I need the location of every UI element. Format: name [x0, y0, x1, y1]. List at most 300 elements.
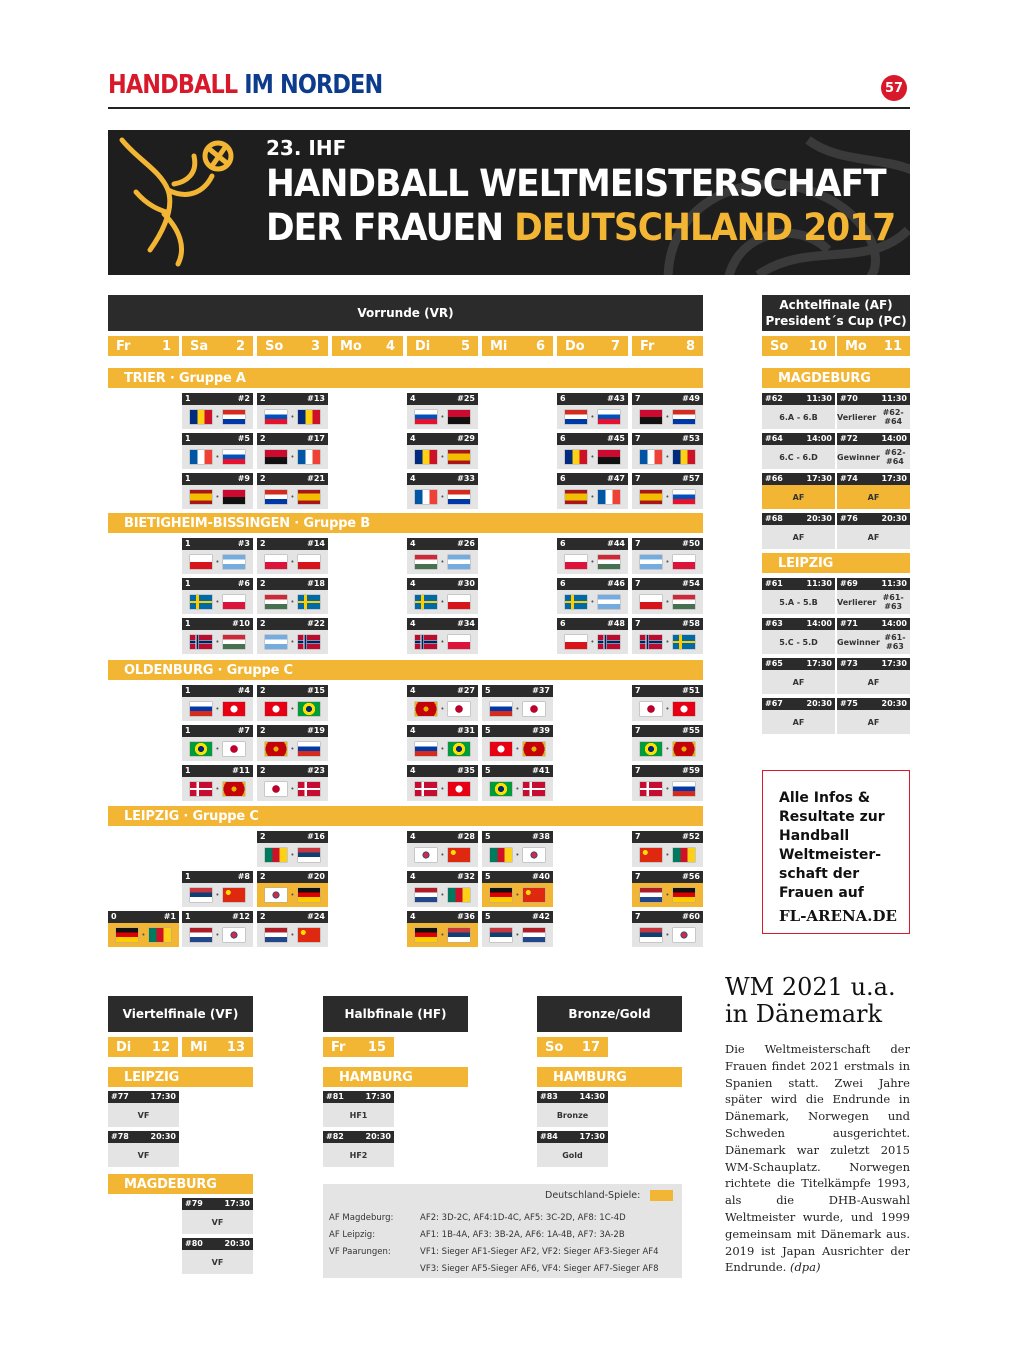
flag-icon — [673, 450, 695, 464]
match-number: 2 — [260, 474, 266, 483]
vf-day-1 — [182, 1037, 253, 1057]
flag-icon — [415, 702, 437, 716]
match-flags — [557, 550, 628, 574]
day-name: Sa — [190, 338, 209, 354]
match-cell — [837, 618, 910, 654]
match-number: 2 — [260, 686, 266, 695]
match-cell — [632, 578, 703, 614]
match-text: Gold — [562, 1150, 583, 1160]
match-flags — [632, 737, 703, 761]
match-number: #75 — [840, 699, 858, 708]
flag-icon — [298, 848, 320, 862]
match-cell — [407, 911, 478, 947]
day-number: 13 — [226, 1039, 245, 1055]
match-header — [837, 618, 910, 630]
flag-icon — [415, 450, 437, 464]
separator: • — [515, 850, 520, 859]
flag-icon — [190, 888, 212, 902]
separator: • — [290, 784, 295, 793]
match-flags — [407, 777, 478, 801]
match-header — [257, 871, 328, 883]
match-flags — [257, 590, 328, 614]
match-body — [762, 525, 835, 549]
separator: • — [215, 744, 220, 753]
match-time: #51 — [682, 686, 700, 695]
flag-icon — [265, 555, 287, 569]
match-header — [407, 393, 478, 405]
match-time: #1 — [163, 912, 176, 921]
separator: • — [290, 704, 295, 713]
flag-icon — [640, 742, 662, 756]
match-cell — [407, 685, 478, 721]
flag-icon — [565, 410, 587, 424]
match-time: #36 — [457, 912, 475, 921]
match-body — [108, 1103, 179, 1127]
flag-icon — [223, 555, 245, 569]
separator: • — [440, 492, 445, 501]
match-time: #33 — [457, 474, 475, 483]
match-flags — [257, 485, 328, 509]
match-cell — [557, 393, 628, 429]
match-header — [182, 871, 253, 883]
flag-icon — [415, 410, 437, 424]
match-cell — [182, 685, 253, 721]
flag-icon — [490, 888, 512, 902]
match-header — [762, 473, 835, 485]
flag-icon — [640, 450, 662, 464]
match-flags — [182, 485, 253, 509]
match-flags — [407, 405, 478, 429]
separator: • — [590, 637, 595, 646]
flag-icon — [298, 410, 320, 424]
af-day-0 — [762, 336, 835, 356]
match-cell — [837, 658, 910, 694]
match-flags — [257, 843, 328, 867]
match-text: 5.C - 5.D — [779, 637, 818, 647]
separator: • — [515, 784, 520, 793]
flag-icon — [640, 555, 662, 569]
match-text: AF — [792, 717, 805, 727]
separator: • — [665, 704, 670, 713]
match-cell — [257, 685, 328, 721]
match-time: 17:30 — [224, 1199, 250, 1208]
match-time: 17:30 — [150, 1092, 176, 1101]
match-flags — [557, 485, 628, 509]
match-time: #6 — [237, 579, 250, 588]
match-flags — [257, 405, 328, 429]
match-cell — [407, 473, 478, 509]
match-body — [762, 710, 835, 734]
match-number: #80 — [185, 1239, 203, 1248]
day-1 — [182, 336, 253, 356]
match-number: 5 — [485, 912, 491, 921]
match-time: #5 — [237, 434, 250, 443]
match-body — [837, 445, 910, 469]
separator: • — [665, 597, 670, 606]
match-time: #26 — [457, 539, 475, 548]
flag-icon — [448, 410, 470, 424]
section-title: HANDBALL IM NORDEN — [108, 70, 383, 100]
flag-icon — [673, 928, 695, 942]
flag-icon — [223, 410, 245, 424]
separator: • — [440, 744, 445, 753]
match-header — [323, 1131, 394, 1143]
flag-icon — [223, 888, 245, 902]
match-time: #30 — [457, 579, 475, 588]
match-number: 4 — [410, 766, 416, 775]
separator: • — [290, 850, 295, 859]
match-header — [482, 911, 553, 923]
match-text: HF1 — [349, 1110, 368, 1120]
flag-icon — [298, 742, 320, 756]
flag-icon — [190, 782, 212, 796]
match-cell — [257, 831, 328, 867]
flag-icon — [298, 450, 320, 464]
match-cell — [257, 473, 328, 509]
legend-box — [323, 1184, 682, 1278]
separator: • — [290, 557, 295, 566]
match-time: #48 — [607, 619, 625, 628]
flag-icon — [523, 848, 545, 862]
match-time: #35 — [457, 766, 475, 775]
match-header — [257, 578, 328, 590]
match-time: #27 — [457, 686, 475, 695]
match-cell — [762, 698, 835, 734]
flag-icon — [298, 635, 320, 649]
day-number: 10 — [808, 338, 827, 354]
match-time: #20 — [307, 872, 325, 881]
match-header — [407, 685, 478, 697]
flag-icon — [265, 782, 287, 796]
flag-icon — [190, 555, 212, 569]
separator: • — [440, 637, 445, 646]
banner-line2: HANDBALL WELTMEISTERSCHAFT — [266, 162, 886, 205]
match-header — [632, 618, 703, 630]
separator: • — [665, 412, 670, 421]
match-number: #72 — [840, 434, 858, 443]
flag-icon — [415, 928, 437, 942]
match-header — [837, 698, 910, 710]
match-number: #71 — [840, 619, 858, 628]
match-number: 2 — [260, 872, 266, 881]
match-cell — [632, 393, 703, 429]
match-time: #42 — [532, 912, 550, 921]
flag-icon — [415, 490, 437, 504]
match-cell — [182, 911, 253, 947]
flag-icon — [298, 555, 320, 569]
match-cell — [182, 578, 253, 614]
match-header — [632, 831, 703, 843]
match-text: AF — [867, 492, 880, 502]
match-header — [537, 1091, 608, 1103]
match-cell — [407, 618, 478, 654]
day-name: Mi — [490, 338, 508, 354]
match-header — [323, 1091, 394, 1103]
day-number: 6 — [535, 338, 545, 354]
separator: • — [440, 784, 445, 793]
separator: • — [590, 557, 595, 566]
match-time: 20:30 — [224, 1239, 250, 1248]
match-time: #21 — [307, 474, 325, 483]
day-number: 11 — [883, 338, 902, 354]
match-number: 1 — [185, 539, 191, 548]
separator: • — [290, 930, 295, 939]
match-header — [407, 765, 478, 777]
match-header — [482, 831, 553, 843]
match-cell — [182, 871, 253, 907]
match-cell — [108, 1131, 179, 1167]
match-time: 17:30 — [881, 474, 907, 483]
match-text-line: #62- #64 — [884, 448, 906, 466]
flag-icon — [116, 928, 138, 942]
flag-icon — [673, 555, 695, 569]
flag-icon — [598, 450, 620, 464]
flag-icon — [190, 702, 212, 716]
flag-icon — [265, 742, 287, 756]
match-header — [257, 393, 328, 405]
info-text: Alle Infos & Resultate zur Handball Weltmeister-schaft der Frauen auf — [779, 790, 885, 901]
match-text: 5.A - 5.B — [779, 597, 818, 607]
match-number: 1 — [185, 619, 191, 628]
match-flags — [182, 445, 253, 469]
separator: • — [590, 597, 595, 606]
match-cell — [407, 393, 478, 429]
legend-value: VF1: Sieger AF1-Sieger AF2, VF2: Sieger AF3-Sieger AF4 — [420, 1247, 659, 1257]
flag-icon — [640, 782, 662, 796]
match-body — [108, 1143, 179, 1167]
match-header — [257, 433, 328, 445]
match-body — [762, 445, 835, 469]
match-cell — [257, 871, 328, 907]
vf-venue-magdeburg: MAGDEBURG — [108, 1174, 253, 1194]
match-body — [762, 670, 835, 694]
match-cell — [632, 871, 703, 907]
match-header — [557, 578, 628, 590]
day-name: Fr — [640, 338, 655, 354]
match-number: 2 — [260, 912, 266, 921]
match-flags — [182, 777, 253, 801]
match-flags — [407, 445, 478, 469]
match-flags — [182, 630, 253, 654]
match-time: #12 — [232, 912, 250, 921]
match-header — [182, 765, 253, 777]
match-body — [762, 630, 835, 654]
match-header — [837, 578, 910, 590]
match-header — [182, 685, 253, 697]
match-text: VF — [137, 1110, 150, 1120]
separator: • — [440, 850, 445, 859]
match-time: 14:00 — [806, 434, 832, 443]
match-number: 7 — [635, 394, 641, 403]
match-flags — [182, 737, 253, 761]
match-flags — [632, 590, 703, 614]
match-header — [407, 618, 478, 630]
day-number: 17 — [581, 1039, 600, 1055]
separator: • — [590, 452, 595, 461]
match-number: 4 — [410, 394, 416, 403]
match-cell — [482, 911, 553, 947]
match-header — [632, 538, 703, 550]
match-body — [837, 485, 910, 509]
flag-icon — [565, 450, 587, 464]
match-header — [182, 725, 253, 737]
flag-icon — [523, 928, 545, 942]
match-text: HF2 — [349, 1150, 368, 1160]
match-text: AF — [867, 532, 880, 542]
match-number: 2 — [260, 434, 266, 443]
separator: • — [665, 637, 670, 646]
flag-icon — [298, 702, 320, 716]
match-number: #65 — [765, 659, 783, 668]
day-name: Fr — [116, 338, 131, 354]
match-time: #50 — [682, 539, 700, 548]
match-header — [257, 911, 328, 923]
match-cell — [557, 473, 628, 509]
match-flags — [632, 843, 703, 867]
flag-icon — [265, 928, 287, 942]
match-number: #81 — [326, 1092, 344, 1101]
match-text-line: Gewinner — [837, 452, 880, 462]
hf-header: Halbfinale (HF) — [323, 996, 468, 1032]
match-cell — [482, 725, 553, 761]
match-flags — [407, 883, 478, 907]
match-time: #9 — [237, 474, 250, 483]
legend-value: AF1: 1B-4A, AF3: 3B-2A, AF6: 1A-4B, AF7: 3A-2B — [420, 1230, 625, 1240]
match-number: 7 — [635, 619, 641, 628]
separator: • — [665, 744, 670, 753]
match-flags — [557, 630, 628, 654]
match-flags — [482, 777, 553, 801]
flag-icon — [640, 928, 662, 942]
match-number: 6 — [560, 579, 566, 588]
match-header — [407, 538, 478, 550]
flag-icon — [265, 490, 287, 504]
match-text: Bronze — [556, 1110, 589, 1120]
match-time: 11:30 — [881, 394, 907, 403]
separator: • — [215, 637, 220, 646]
separator: • — [515, 704, 520, 713]
match-flags — [257, 550, 328, 574]
match-cell — [482, 685, 553, 721]
match-time: 20:30 — [365, 1132, 391, 1141]
match-number: 5 — [485, 726, 491, 735]
day-number: 7 — [610, 338, 620, 354]
flag-icon — [448, 450, 470, 464]
match-number: 7 — [635, 832, 641, 841]
match-cell — [632, 433, 703, 469]
match-cell — [632, 911, 703, 947]
match-number: 7 — [635, 766, 641, 775]
match-cell — [407, 871, 478, 907]
match-time: #24 — [307, 912, 325, 921]
match-time: #46 — [607, 579, 625, 588]
match-header — [557, 618, 628, 630]
match-time: 17:30 — [365, 1092, 391, 1101]
match-header — [407, 473, 478, 485]
match-flags — [482, 737, 553, 761]
match-number: #63 — [765, 619, 783, 628]
flag-icon — [490, 848, 512, 862]
legend-germany-swatch — [650, 1190, 673, 1201]
match-time: #32 — [457, 872, 475, 881]
match-header — [257, 473, 328, 485]
flag-icon — [565, 555, 587, 569]
day-number: 15 — [367, 1039, 386, 1055]
match-flags — [407, 923, 478, 947]
flag-icon — [640, 888, 662, 902]
day-name: Mo — [340, 338, 362, 354]
day-name: Mo — [845, 338, 867, 354]
match-body — [762, 485, 835, 509]
match-number: #79 — [185, 1199, 203, 1208]
flag-icon — [190, 450, 212, 464]
day-number: 3 — [310, 338, 320, 354]
match-header — [482, 685, 553, 697]
hf-day — [323, 1037, 394, 1057]
match-flags — [108, 923, 179, 947]
flag-icon — [490, 928, 512, 942]
match-time: 11:30 — [881, 579, 907, 588]
info-url[interactable]: FL-ARENA.DE — [779, 907, 897, 925]
separator: • — [440, 412, 445, 421]
match-header — [632, 433, 703, 445]
day-name: So — [770, 338, 789, 354]
match-text: AF — [792, 532, 805, 542]
match-time: 20:30 — [806, 514, 832, 523]
match-flags — [632, 630, 703, 654]
separator: • — [665, 557, 670, 566]
match-header — [837, 433, 910, 445]
match-time: #16 — [307, 832, 325, 841]
match-flags — [482, 843, 553, 867]
day-name: Di — [116, 1039, 132, 1055]
vr-header: Vorrunde (VR) — [108, 295, 703, 331]
flag-icon — [598, 595, 620, 609]
flag-icon — [298, 888, 320, 902]
match-header — [632, 685, 703, 697]
match-cell — [407, 831, 478, 867]
match-cell — [257, 578, 328, 614]
match-header — [537, 1131, 608, 1143]
flag-icon — [265, 635, 287, 649]
flag-icon — [598, 635, 620, 649]
af-day-1 — [837, 336, 910, 356]
match-cell — [762, 473, 835, 509]
match-header — [632, 393, 703, 405]
match-flags — [482, 883, 553, 907]
flag-icon — [415, 848, 437, 862]
match-flags — [182, 550, 253, 574]
match-text: 6.A - 6.B — [779, 412, 818, 422]
match-header — [257, 685, 328, 697]
match-body — [323, 1103, 394, 1127]
flag-icon — [448, 555, 470, 569]
match-number: 2 — [260, 726, 266, 735]
match-body — [837, 630, 910, 654]
separator: • — [665, 492, 670, 501]
match-header — [482, 871, 553, 883]
flag-icon — [223, 450, 245, 464]
match-time: 17:30 — [806, 474, 832, 483]
match-number: 2 — [260, 394, 266, 403]
match-text-line: #61- #63 — [882, 593, 904, 611]
match-cell — [182, 618, 253, 654]
match-body — [837, 670, 910, 694]
match-number: #70 — [840, 394, 858, 403]
match-flags — [632, 405, 703, 429]
match-time: #23 — [307, 766, 325, 775]
separator: • — [215, 492, 220, 501]
